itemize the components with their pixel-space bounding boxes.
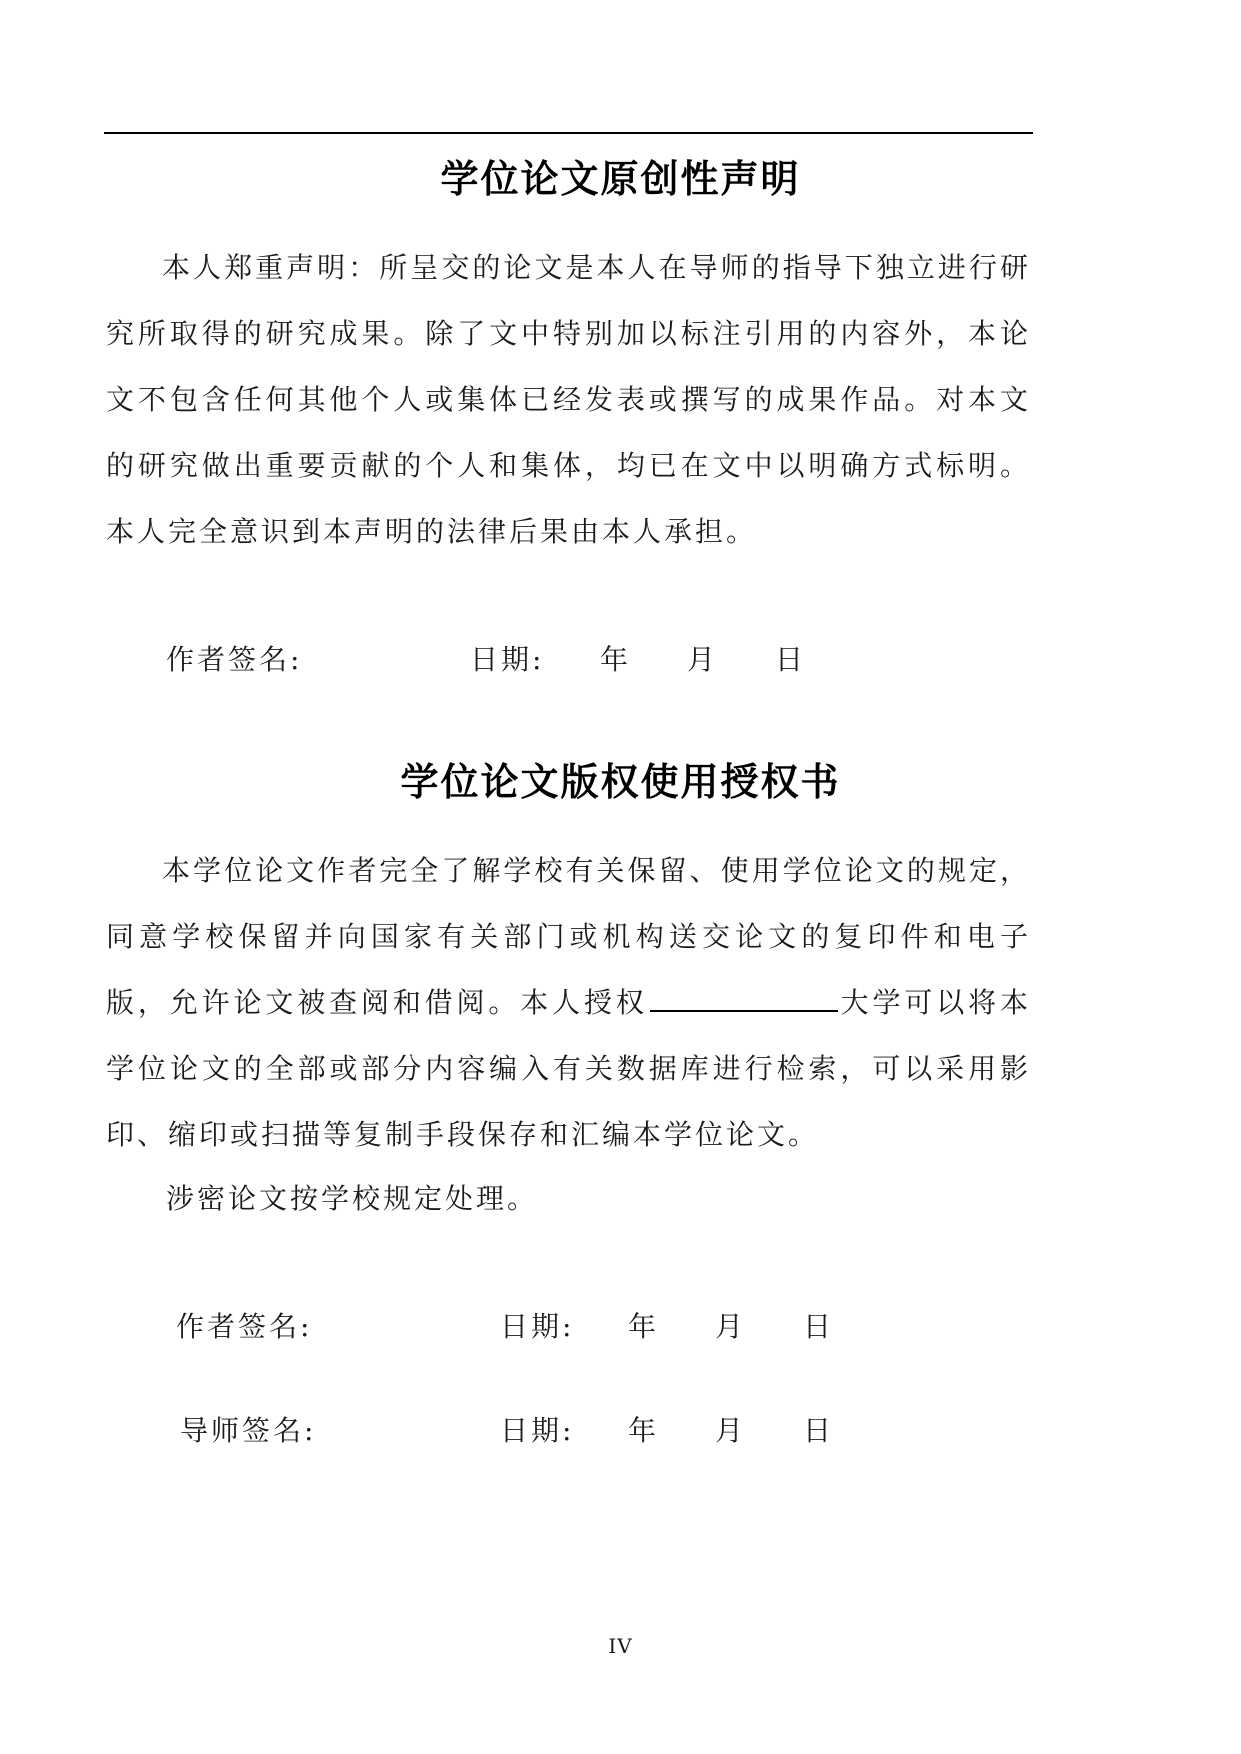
authorization-body <box>106 838 1031 1168</box>
authorization-body-part1: 本学位论文作者完全了解学校有关保留、使用学位论文的规定，同意学校保留并向国家有关部门或机构送交论文的复印件和电子版，允许论文被查阅和借阅。本人授权 <box>106 854 1031 1019</box>
declaration-body: 本人郑重声明：所呈交的论文是本人在导师的指导下独立进行研究所取得的研究成果。除了文中特别加以标注引用的内容外，本论文不包含任何其他个人或集体已经发表或撰写的成果作品。对本文的研究做出重要贡献的个人和集体，均已在文中以明确方式标明。本人完全意识到本声明的法律后果由本人承担。 <box>106 251 1031 548</box>
declaration-month: 月 <box>687 643 719 676</box>
declaration-title: 学位论文原创性声明 <box>440 157 801 201</box>
supervisor-day: 日 <box>803 1414 835 1447</box>
declaration-date-label: 日期: <box>470 643 545 676</box>
secret-note: 涉密论文按学校规定处理。 <box>166 1182 539 1215</box>
authorization-author-label: 作者签名: <box>176 1310 313 1343</box>
authorization-author-month: 月 <box>715 1310 747 1343</box>
supervisor-date-label: 日期: <box>500 1414 575 1447</box>
authorization-author-day: 日 <box>803 1310 835 1343</box>
authorization-body-part2: 大学可以将本学位论文的全部或部分内容编入有关数据库进行检索，可以采用影印、缩印或扫描等复制手段保存和汇编本学位论文。 <box>106 986 1031 1151</box>
header-rule <box>104 132 1033 134</box>
authorization-author-date-label: 日期: <box>500 1310 575 1343</box>
supervisor-year: 年 <box>628 1414 660 1447</box>
authorization-title: 学位论文版权使用授权书 <box>400 760 841 804</box>
supervisor-month: 月 <box>715 1414 747 1447</box>
declaration-author-label: 作者签名: <box>166 643 303 676</box>
authorization-author-year: 年 <box>628 1310 660 1343</box>
declaration-day: 日 <box>775 643 807 676</box>
supervisor-label: 导师签名: <box>180 1414 317 1447</box>
declaration-year: 年 <box>600 643 632 676</box>
page-number: IV <box>608 1634 633 1658</box>
university-blank-line <box>650 982 838 1012</box>
